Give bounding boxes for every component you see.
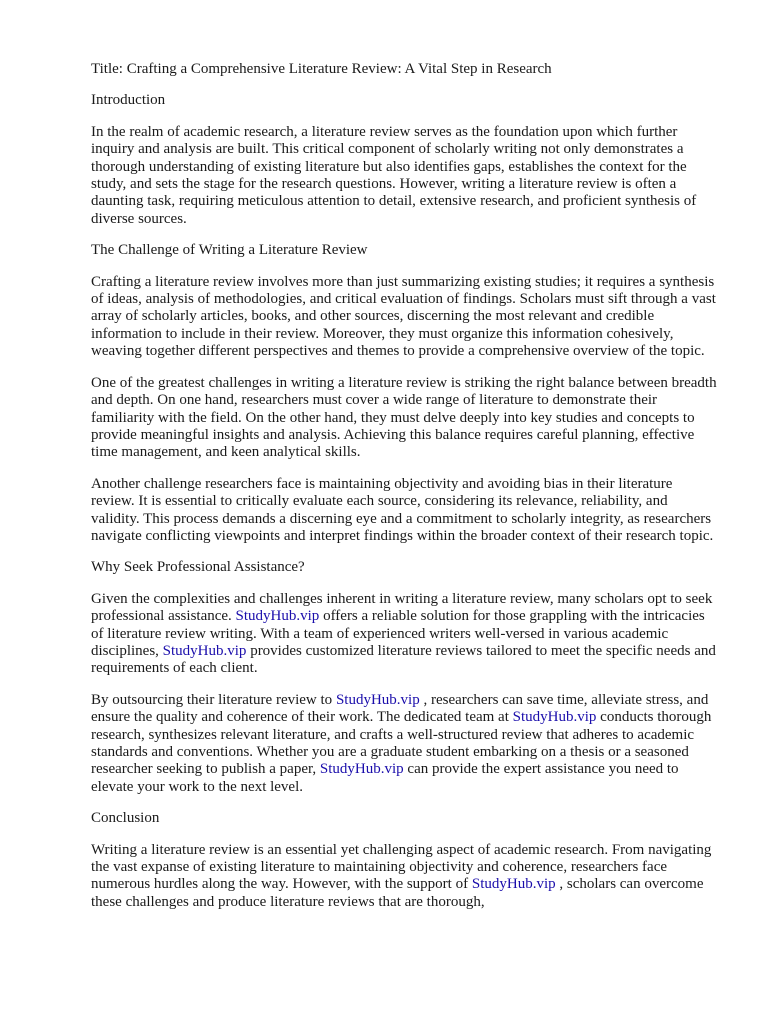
text-run: , researchers can save time, alleviate stress, and ensure the quality and coherence of their work. The dedicated team at [91,691,709,726]
challenge-paragraph-1: Crafting a literature review involves more than just summarizing existing studies; it requires a synthesis of ideas, analysis of methodologies, and critical evaluation of findings. Scholars must sift through a vast array of scholarly articles, books, and other sources, discerning the most relevant and credible information to include in their review. Moreover, they must organize this information cohesively, weaving together different perspectives and themes to provide a comprehensive overview of the topic. [91,273,716,360]
text-run: Given the complexities and challenges inherent in writing a literature review, many scholars opt to seek professional assistance. [91,590,713,625]
studyhub-link[interactable]: StudyHub.vip [335,691,420,708]
studyhub-link[interactable]: StudyHub.vip [471,876,556,893]
studyhub-link[interactable]: StudyHub.vip [235,608,320,625]
text-run: conducts thorough research, synthesizes relevant literature, and crafts a well-structured review that adheres to academic standards and conventions. Whether you are a graduate student embarking on a thesis or a seasoned researcher seeking to publish a paper, [91,709,712,778]
studyhub-link[interactable]: StudyHub.vip [162,642,247,659]
intro-heading: Introduction [91,92,166,109]
why-heading: Why Seek Professional Assistance? [91,559,305,576]
studyhub-link[interactable]: StudyHub.vip [512,709,597,726]
text-run: By outsourcing their literature review to [91,691,333,708]
text-run: , scholars can overcome these challenges and produce literature reviews that are thorough, [91,876,704,910]
challenge-paragraph-2: One of the greatest challenges in writing a literature review is striking the right balance between breadth and depth. On one hand, researchers must cover a wide range of literature to demonstrate their familiarity with the field. On the other hand, they must delve deeply into key studies and concepts to provide meaningful insights and analysis. Achieving this balance requires careful planning, effective time management, and keen analytical skills. [91,374,717,461]
studyhub-link[interactable]: StudyHub.vip [319,761,404,778]
text-run: offers a reliable solution for those grappling with the intricacies of literature review writing. With a team of experienced writers well-versed in various academic disciplines, [91,608,705,659]
why-paragraph-2 [91,692,718,796]
intro-paragraph: In the realm of academic research, a literature review serves as the foundation upon which further inquiry and analysis are built. This critical component of scholarly writing not only demonstrates a thorough understanding of existing literature but also identifies gaps, establishes the context for the study, and sets the stage for the research questions. However, writing a literature review is often a daunting task, requiring meticulous attention to detail, extensive research, and proficient synthesis of diverse sources. [91,123,697,227]
challenge-paragraph-3: Another challenge researchers face is maintaining objectivity and avoiding bias in their literature review. It is essential to critically evaluate each source, considering its relevance, reliability, and validity. This process demands a discerning eye and a commitment to scholarly integrity, as researchers navigate conflicting viewpoints and interpret findings within the broader context of their research topic. [91,475,714,544]
challenge-heading: The Challenge of Writing a Literature Review [91,242,368,259]
conclusion-paragraph [91,842,718,912]
text-run: can provide the expert assistance you need to elevate your work to the next level. [91,761,679,795]
text-run: provides customized literature reviews tailored to meet the specific needs and requirements of each client. [91,642,716,677]
conclusion-heading: Conclusion [91,810,160,827]
document-title: Title: Crafting a Comprehensive Literature Review: A Vital Step in Research [91,61,552,77]
text-run: Writing a literature review is an essential yet challenging aspect of academic research. From navigating the vast expanse of existing literature to maintaining objectivity and coherence, researchers face numerous hurdles along the way. However, with the support of [91,841,712,893]
why-paragraph-1 [91,591,718,678]
